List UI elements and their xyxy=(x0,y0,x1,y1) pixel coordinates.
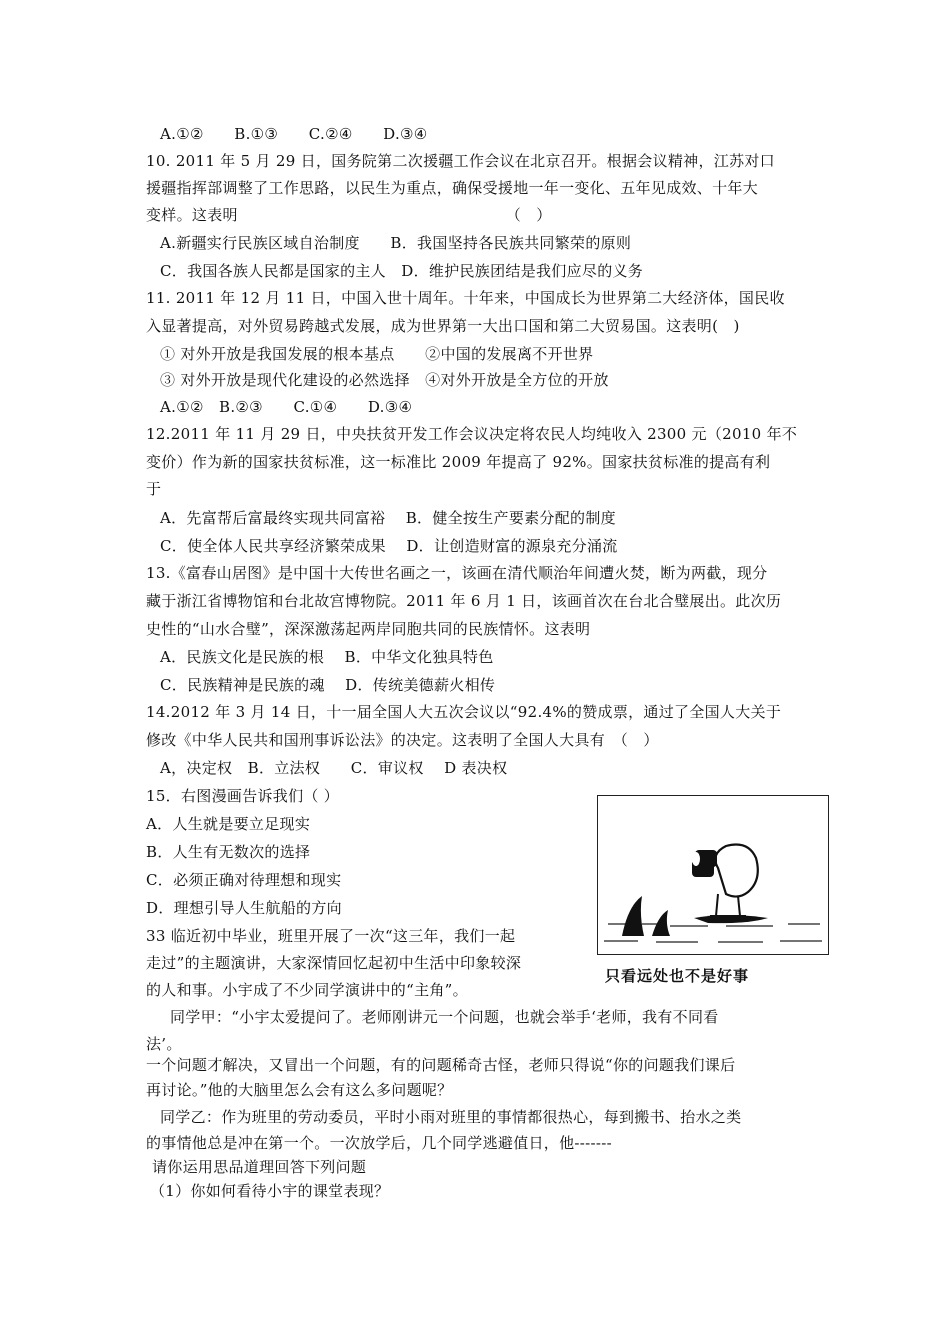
q14-options: A，决定权 B．立法权 C．审议权 D 表决权 xyxy=(160,759,508,777)
q13-options-ab: A．民族文化是民族的根 B．中华文化独具特色 xyxy=(160,648,494,666)
q15-option-b: B．人生有无数次的选择 xyxy=(146,843,311,861)
q15-option-d: D．理想引导人生航船的方向 xyxy=(146,899,342,917)
q33-stem-line-2: 走过”的主题演讲，大家深情回忆起初中生活中印象较深 xyxy=(146,954,522,972)
q33-para-a-line-1: 同学甲：“小宇太爱提问了。老师刚讲元一个问题，也就会举手‘老师，我有不同看 xyxy=(170,1008,719,1026)
person-with-binoculars-icon xyxy=(692,845,758,917)
q10-stem-line-3: 变样。这表明 （ ） xyxy=(146,206,552,224)
q12-stem-line-2: 变价）作为新的国家扶贫标准，这一标准比 2009 年提高了 92%。国家扶贫标准的提高有利 xyxy=(146,453,771,471)
q10-options-cd: C．我国各族人民都是国家的主人 D．维护民族团结是我们应尽的义务 xyxy=(160,262,644,280)
q15-stem: 15．右图漫画告诉我们（ ） xyxy=(146,787,340,805)
q10-stem-line-2: 援疆指挥部调整了工作思路，以民生为重点，确保受援地一年一变化、五年见成效、十年大 xyxy=(146,179,759,197)
q9-options: A.①② B.①③ C.②④ D.③④ xyxy=(160,125,428,143)
shark-fin-left-icon xyxy=(622,896,644,936)
cartoon-caption: 只看远处也不是好事 xyxy=(605,967,750,985)
q14-stem-line-1: 14.2012 年 3 月 14 日，十一届全国人大五次会议以“92.4%的赞成票，通过了全国人大关于 xyxy=(146,703,782,721)
q13-options-cd: C．民族精神是民族的魂 D．传统美德薪火相传 xyxy=(160,676,496,694)
q33-stem-line-1: 33 临近初中毕业，班里开展了一次“这三年，我们一起 xyxy=(146,927,516,945)
q11-stem-line-1: 11. 2011 年 12 月 11 日，中国入世十周年。十年来，中国成长为世界第二大经济体，国民收 xyxy=(146,289,785,307)
q11-items-12: ① 对外开放是我国发展的根本基点 ②中国的发展离不开世界 xyxy=(160,345,594,363)
q10-stem-line-1: 10. 2011 年 5 月 29 日，国务院第二次援疆工作会议在北京召开。根据会议精神，江苏对口 xyxy=(146,152,775,170)
q11-options: A.①② B.②③ C.①④ D.③④ xyxy=(160,398,413,416)
cartoon-frame xyxy=(597,795,829,955)
q12-options-cd: C．使全体人民共享经济繁荣成果 D．让创造财富的源泉充分涌流 xyxy=(160,537,618,555)
q12-options-ab: A．先富帮后富最终实现共同富裕 B．健全按生产要素分配的制度 xyxy=(160,509,616,527)
q10-options-ab: A.新疆实行民族区域自治制度 B．我国坚持各民族共同繁荣的原则 xyxy=(160,234,632,252)
q15-option-c: C．必须正确对待理想和现实 xyxy=(146,871,342,889)
q33-para-a-line-3: 一个问题才解决，又冒出一个问题，有的问题稀奇古怪，老师只得说“你的问题我们课后 xyxy=(146,1056,736,1074)
q13-stem-line-2: 藏于浙江省博物馆和台北故宫博物院。2011 年 6 月 1 日，该画首次在台北合璧展出。此次历 xyxy=(146,592,782,610)
q12-stem-line-3: 于 xyxy=(146,480,162,498)
cartoon-figure xyxy=(597,795,835,990)
q12-stem-line-1: 12.2011 年 11 月 29 日，中央扶贫开发工作会议决定将农民人均纯收入 2300 元（2010 年不 xyxy=(146,425,798,443)
q33-para-a-line-4: 再讨论。”他的大脑里怎么会有这么多问题呢？ xyxy=(146,1081,453,1099)
q13-stem-line-1: 13.《富春山居图》是中国十大传世名画之一，该画在清代顺治年间遭火焚，断为两截，现分 xyxy=(146,564,768,582)
q14-stem-line-2: 修改《中华人民共和国刑事诉讼法》的决定。这表明了全国人大具有 （ ） xyxy=(146,731,659,749)
q33-para-b-line-1: 同学乙：作为班里的劳动委员，平时小雨对班里的事情都很热心，每到搬书、抬水之类 xyxy=(160,1108,742,1126)
q33-para-b-line-2: 的事情他总是冲在第一个。一次放学后，几个同学逃避值日，他------- xyxy=(146,1134,612,1152)
q33-prompt: 请你运用思品道理回答下列问题 xyxy=(152,1158,367,1176)
q13-stem-line-3: 史性的“山水合璧”，深深激荡起两岸同胞共同的民族情怀。这表明 xyxy=(146,620,591,638)
shark-fin-right-icon xyxy=(652,910,670,936)
q11-items-34: ③ 对外开放是现代化建设的必然选择 ④对外开放是全方位的开放 xyxy=(160,371,609,389)
q15-option-a: A．人生就是要立足现实 xyxy=(146,815,311,833)
q33-para-a-line-2: 法’。 xyxy=(146,1035,182,1053)
q33-sub-question-1: （1）你如何看待小宇的课堂表现？ xyxy=(150,1182,390,1200)
cartoon-drawing xyxy=(598,796,827,953)
q11-stem-line-2: 入显著提高，对外贸易跨越式发展，成为世界第一大出口国和第二大贸易国。这表明( ) xyxy=(146,317,740,335)
q33-stem-line-3: 的人和事。小宇成了不少同学演讲中的“主角”。 xyxy=(146,981,468,999)
